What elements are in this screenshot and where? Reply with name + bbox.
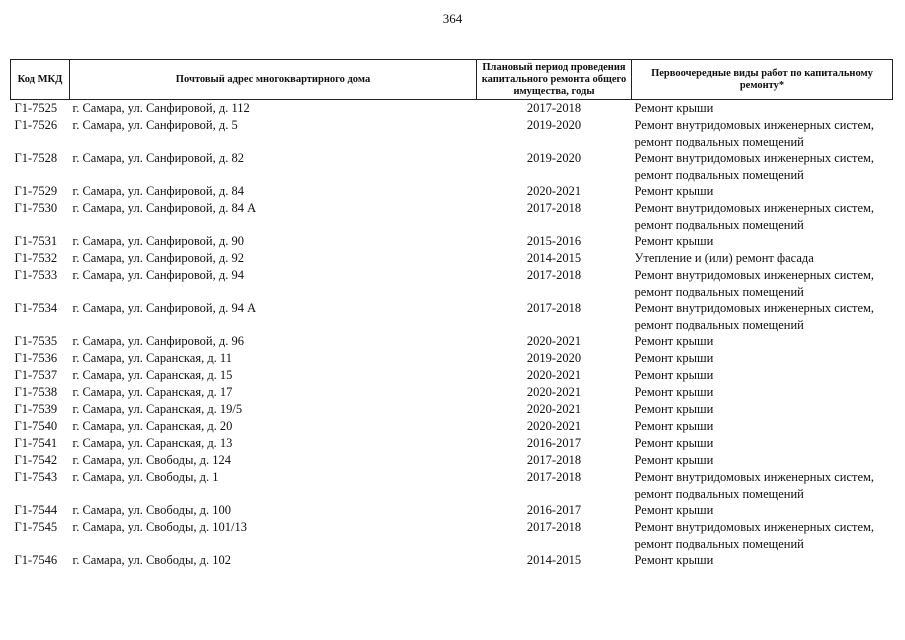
works-cell: Ремонт внутридомовых инженерных систем, ремонт подвальных помещений	[634, 268, 875, 299]
address-cell: г. Самара, ул. Санфировой, д. 112	[72, 101, 250, 115]
header-address: Почтовый адрес многоквартирного дома	[70, 60, 477, 100]
code-cell: Г1-7533	[14, 268, 58, 282]
code-cell: Г1-7535	[14, 334, 58, 348]
period-cell: 2020-2021	[526, 402, 582, 416]
code-cell: Г1-7531	[14, 234, 58, 248]
code-cell: Г1-7538	[14, 385, 58, 399]
address-cell: г. Самара, ул. Санфировой, д. 5	[72, 118, 238, 132]
period-cell: 2020-2021	[526, 385, 582, 399]
code-cell: Г1-7530	[14, 201, 58, 215]
period-cell: 2016-2017	[526, 436, 582, 450]
header-code: Код МКД	[11, 60, 70, 100]
works-cell: Ремонт внутридомовых инженерных систем, ремонт подвальных помещений	[634, 301, 875, 332]
address-cell: г. Самара, ул. Санфировой, д. 94 А	[72, 301, 257, 315]
works-cell: Ремонт крыши	[634, 385, 714, 399]
code-cell: Г1-7537	[14, 368, 58, 382]
address-cell: г. Самара, ул. Свободы, д. 101/13	[72, 520, 247, 534]
works-cell: Ремонт внутридомовых инженерных систем, ремонт подвальных помещений	[634, 151, 875, 182]
period-cell: 2016-2017	[526, 503, 582, 517]
address-cell: г. Самара, ул. Саранская, д. 15	[72, 368, 233, 382]
works-cell: Ремонт крыши	[634, 419, 714, 433]
works-cell: Ремонт крыши	[634, 184, 714, 198]
period-cell: 2017-2018	[526, 268, 582, 282]
period-cell: 2014-2015	[526, 251, 582, 265]
code-cell: Г1-7546	[14, 553, 58, 567]
address-cell: г. Самара, ул. Свободы, д. 1	[72, 470, 219, 484]
code-cell: Г1-7529	[14, 184, 58, 198]
period-cell: 2020-2021	[526, 184, 582, 198]
code-cell: Г1-7540	[14, 419, 58, 433]
table-body	[11, 100, 893, 570]
works-cell: Ремонт крыши	[634, 453, 714, 467]
table-row	[11, 333, 893, 350]
code-cell: Г1-7526	[14, 118, 58, 132]
address-cell: г. Самара, ул. Санфировой, д. 96	[72, 334, 244, 348]
table-header-row	[11, 60, 893, 100]
table-row	[11, 552, 893, 569]
works-cell: Ремонт внутридомовых инженерных систем, ремонт подвальных помещений	[634, 470, 875, 501]
works-cell: Ремонт крыши	[634, 368, 714, 382]
works-cell: Ремонт внутридомовых инженерных систем, ремонт подвальных помещений	[634, 118, 875, 149]
code-cell: Г1-7525	[14, 101, 58, 115]
address-cell: г. Самара, ул. Саранская, д. 20	[72, 419, 233, 433]
address-cell: г. Самара, ул. Саранская, д. 17	[72, 385, 233, 399]
table-row	[11, 117, 893, 150]
address-cell: г. Самара, ул. Санфировой, д. 90	[72, 234, 244, 248]
works-cell: Ремонт крыши	[634, 436, 714, 450]
works-cell: Ремонт внутридомовых инженерных систем, ремонт подвальных помещений	[634, 201, 875, 232]
table-row	[11, 519, 893, 552]
works-cell: Ремонт крыши	[634, 101, 714, 115]
period-cell: 2019-2020	[526, 351, 582, 365]
address-cell: г. Самара, ул. Санфировой, д. 84 А	[72, 201, 257, 215]
table-row	[11, 100, 893, 118]
table-row	[11, 250, 893, 267]
address-cell: г. Самара, ул. Саранская, д. 19/5	[72, 402, 243, 416]
code-cell: Г1-7545	[14, 520, 58, 534]
period-cell: 2019-2020	[526, 151, 582, 165]
table-row	[11, 418, 893, 435]
works-cell: Ремонт крыши	[634, 234, 714, 248]
repair-schedule-table	[10, 59, 893, 569]
address-cell: г. Самара, ул. Свободы, д. 124	[72, 453, 231, 467]
address-cell: г. Самара, ул. Санфировой, д. 82	[72, 151, 244, 165]
header-period: Плановый период проведения капитального ремонта общего имущества, годы	[477, 60, 632, 100]
table-row	[11, 435, 893, 452]
header-works: Первоочередные виды работ по капитальному ремонту*	[632, 60, 893, 100]
table-row	[11, 150, 893, 183]
period-cell: 2020-2021	[526, 419, 582, 433]
code-cell: Г1-7528	[14, 151, 58, 165]
works-cell: Ремонт крыши	[634, 553, 714, 567]
works-cell: Ремонт внутридомовых инженерных систем, ремонт подвальных помещений	[634, 520, 875, 551]
code-cell: Г1-7541	[14, 436, 58, 450]
works-cell: Ремонт крыши	[634, 402, 714, 416]
works-cell: Ремонт крыши	[634, 351, 714, 365]
period-cell: 2015-2016	[526, 234, 582, 248]
period-cell: 2017-2018	[526, 470, 582, 484]
period-cell: 2017-2018	[526, 201, 582, 215]
table-row	[11, 183, 893, 200]
period-cell: 2017-2018	[526, 453, 582, 467]
period-cell: 2017-2018	[526, 301, 582, 315]
table-row	[11, 452, 893, 469]
address-cell: г. Самара, ул. Свободы, д. 100	[72, 503, 231, 517]
period-cell: 2020-2021	[526, 368, 582, 382]
address-cell: г. Самара, ул. Свободы, д. 102	[72, 553, 231, 567]
table-row	[11, 267, 893, 300]
code-cell: Г1-7543	[14, 470, 58, 484]
address-cell: г. Самара, ул. Санфировой, д. 92	[72, 251, 244, 265]
works-cell: Ремонт крыши	[634, 503, 714, 517]
table-row	[11, 233, 893, 250]
works-cell: Утепление и (или) ремонт фасада	[634, 251, 814, 265]
code-cell: Г1-7542	[14, 453, 58, 467]
table-row	[11, 469, 893, 502]
table-row	[11, 300, 893, 333]
code-cell: Г1-7544	[14, 503, 58, 517]
address-cell: г. Самара, ул. Санфировой, д. 84	[72, 184, 244, 198]
code-cell: Г1-7536	[14, 351, 58, 365]
table-row	[11, 200, 893, 233]
period-cell: 2020-2021	[526, 334, 582, 348]
period-cell: 2017-2018	[526, 101, 582, 115]
table-row	[11, 502, 893, 519]
code-cell: Г1-7539	[14, 402, 58, 416]
table-row	[11, 350, 893, 367]
table-row	[11, 367, 893, 384]
address-cell: г. Самара, ул. Саранская, д. 13	[72, 436, 233, 450]
address-cell: г. Самара, ул. Санфировой, д. 94	[72, 268, 244, 282]
address-cell: г. Самара, ул. Саранская, д. 11	[72, 351, 232, 365]
works-cell: Ремонт крыши	[634, 334, 714, 348]
period-cell: 2019-2020	[526, 118, 582, 132]
period-cell: 2017-2018	[526, 520, 582, 534]
code-cell: Г1-7532	[14, 251, 58, 265]
code-cell: Г1-7534	[14, 301, 58, 315]
period-cell: 2014-2015	[526, 553, 582, 567]
table-row	[11, 384, 893, 401]
table-row	[11, 401, 893, 418]
page-number: 364	[442, 11, 463, 26]
